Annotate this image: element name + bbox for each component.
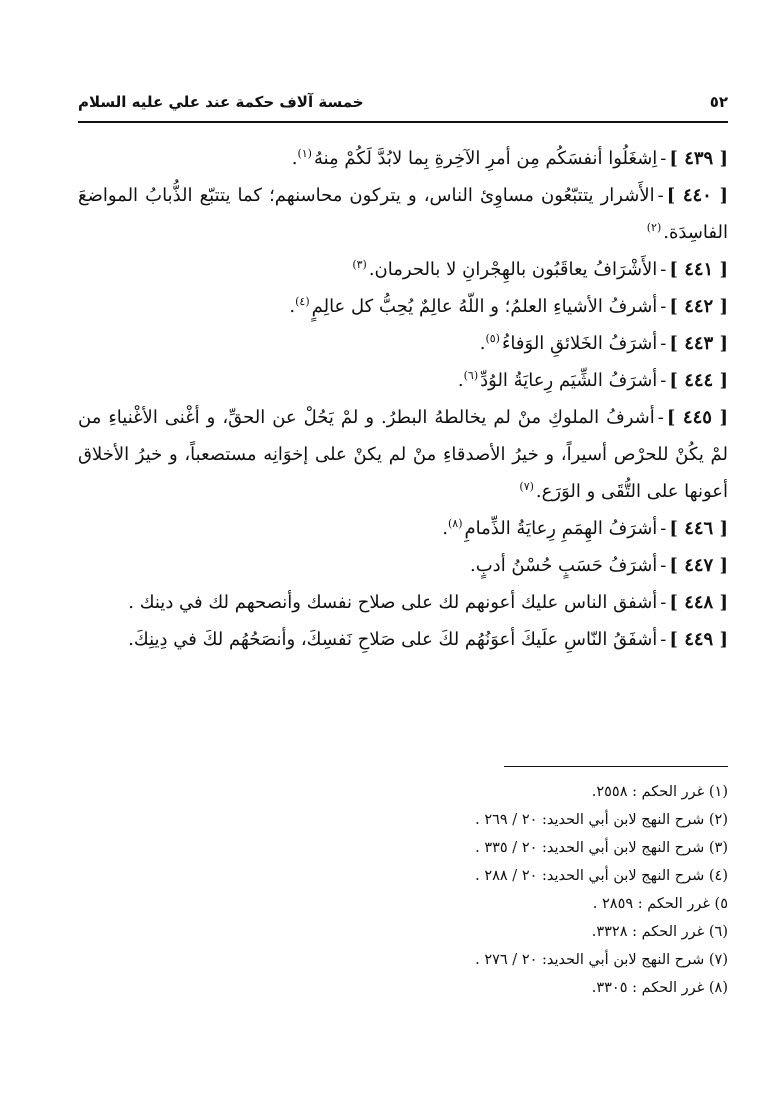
entry-number: [ ٤٤٤ ] [669,370,728,391]
entry-text: أشرَفُ الشِّيَم رِعايَةُ الوُدِّ [480,370,658,391]
entry-number: [ ٤٤٥ ] [666,407,728,428]
footnote-rule [504,766,728,767]
footnote-marker: (٢) [646,221,662,234]
footnotes-list [78,778,728,1002]
footnote: (٧) شرح النهج لابن أبي الحديد: ٢٠ / ٢٧٦ . [475,952,728,968]
entry-number: [ ٤٣٩ ] [669,148,728,169]
entry-number: [ ٤٤٦ ] [669,518,728,539]
page-number: ٥٢ [709,93,728,111]
footnote-marker: (٤) [295,295,310,308]
entry-number: [ ٤٤١ ] [669,259,728,280]
footnote-marker: (١) [297,147,312,160]
footnote: (٤) شرح النهج لابن أبي الحديد: ٢٠ / ٢٨٨ . [475,868,728,884]
footnote: (٦) غرر الحكم : ٣٣٢٨. [591,924,728,940]
footnote: (٨) غرر الحكم : ٣٣٠٥. [591,980,728,996]
entry-text: اِشغَلُوا أنفسَكُم مِن أمرِ الآخِرةِ بِما لابُدَّ لَكُمْ مِنهُ [313,148,658,169]
entry: [ ٤٤٥ ]-أشرفُ الملوكِ منْ لم يخالطهُ البطرُ. و لمْ يَحُلْ عن الحقِّ، و أغْنى الأغْنياءِ من لمْ يكُنْ للحرْص أسيراً، و خيرُ الأصدقاءِ منْ لم يكنْ على إخوَانِه مستصعباً، و خيرُ الأخلاق أعونها على التُّقَى و الوَرَع.$^{(٧)}$ [78,407,728,502]
entry: [ ٤٤٢ ]-أشرفُ الأشياءِ العلمُ؛ و اللّهُ عالِمٌ يُحِبُّ كل عالِمٍ$^{(٤)}$. [289,295,728,317]
entry-end: . [442,518,448,539]
entry: [ ٤٤٦ ]-أشرَفُ الهِمَمِ رِعايَةُ الذِّمامِ$^{(٨)}$. [442,517,728,539]
entry: [ ٤٤٩ ]-أشفَقُ النّاسِ علَيكَ أعوَنُهُم لكَ على صَلاحِ نَفسِكَ، وأنصَحُهُم لكَ في دِينِكَ. [128,629,728,650]
entries-list [78,140,728,658]
entry-number: [ ٤٤٢ ] [669,296,728,317]
footnote: (٣) شرح النهج لابن أبي الحديد: ٢٠ / ٣٣٥ . [475,840,728,856]
entry-number: [ ٤٤٣ ] [669,333,728,354]
entry-text: أشرَفُ الهِمَمِ رِعايَةُ الذِّمامِ [464,518,658,539]
header-rule [78,121,728,123]
entry-number: [ ٤٤٠ ] [666,185,728,206]
footnote-marker: (٧) [519,480,534,493]
entry-end: . [289,296,296,317]
entry: [ ٤٤٣ ]-أشرَفُ الخَلائقِ الوَفاءُ$^{(٥)}$. [479,332,728,354]
entry: [ ٤٤٠ ]-الأَشرار يتتبّعُون مساوِئ الناس، و يتركون محاسنهم؛ كما يتتبّع الذُّبابُ المواضعَ الفاسِدَة.$^{(٢)}$ [78,185,728,243]
footnote-marker: (٦) [463,369,479,382]
footnote: (٢) شرح النهج لابن أبي الحديد: ٢٠ / ٢٦٩ . [475,812,728,828]
entry-text: أشفق الناس عليك أعونهم لك على صلاح نفسك وأنصحهم لك في دينك . [128,592,658,613]
entry: [ ٤٤٨ ]-أشفق الناس عليك أعونهم لك على صلاح نفسك وأنصحهم لك في دينك . [128,592,728,613]
entry-text: أشرَفُ الخَلائقِ الوَفاءُ [501,333,658,354]
footnote-marker: (٣) [352,258,367,271]
book-title: خمسة آلاف حكمة عند علي عليه السلام [78,93,364,111]
entry-text: أشرَفُ حَسَبٍ حُسْنُ أدبٍ. [470,555,658,576]
entry-end: . [291,148,298,169]
entry-number: [ ٤٤٨ ] [669,592,728,613]
entry-text: أشرفُ الملوكِ منْ لم يخالطهُ البطرُ. و لمْ يَحُلْ عن الحقِّ، و أغْنى الأغْنياءِ من لمْ يكُنْ للحرْص أسيراً، و خيرُ الأصدقاءِ منْ لم يكنْ على إخوَانِه مستصعباً، و خيرُ الأخلاق أعونها على التُّقَى و الوَرَع. [78,407,728,502]
entry-text: أشرفُ الأشياءِ العلمُ؛ و اللّهُ عالِمٌ يُحِبُّ كل عالِمٍ [311,296,658,317]
entry-end: . [479,333,486,354]
entry: [ ٤٤١ ]-الأَشْرَافُ يعاقَبُون بالهِجْرانِ لا بالحرمان.$^{(٣)}$ [352,258,728,280]
entry: [ ٤٣٩ ]-اِشغَلُوا أنفسَكُم مِن أمرِ الآخِرةِ بِما لابُدَّ لَكُمْ مِنهُ$^{(١)}$. [291,147,728,169]
entry-text: أشفَقُ النّاسِ علَيكَ أعوَنُهُم لكَ على صَلاحِ نَفسِكَ، وأنصَحُهُم لكَ في دِينِكَ. [128,629,658,650]
entry-text: الأَشرار يتتبّعُون مساوِئ الناس، و يتركون محاسنهم؛ كما يتتبّع الذُّبابُ المواضعَ الفاسِدَة. [78,185,728,243]
footnote: (١) غرر الحكم : ٢٥٥٨. [591,784,728,800]
entry-number: [ ٤٤٩ ] [669,629,728,650]
entry: [ ٤٤٧ ]-أشرَفُ حَسَبٍ حُسْنُ أدبٍ. [470,555,728,576]
entry-end: . [457,370,464,391]
footnote: ٥) غرر الحكم : ٢٨٥٩ . [592,896,728,912]
footnote-marker: (٥) [485,332,500,345]
footnote-marker: (٨) [447,517,463,530]
page-header [78,88,728,116]
entry: [ ٤٤٤ ]-أشرَفُ الشِّيَم رِعايَةُ الوُدِّ$^{(٦)}$. [457,369,728,391]
entry-number: [ ٤٤٧ ] [669,555,728,576]
entry-text: الأَشْرَافُ يعاقَبُون بالهِجْرانِ لا بالحرمان. [368,259,658,280]
